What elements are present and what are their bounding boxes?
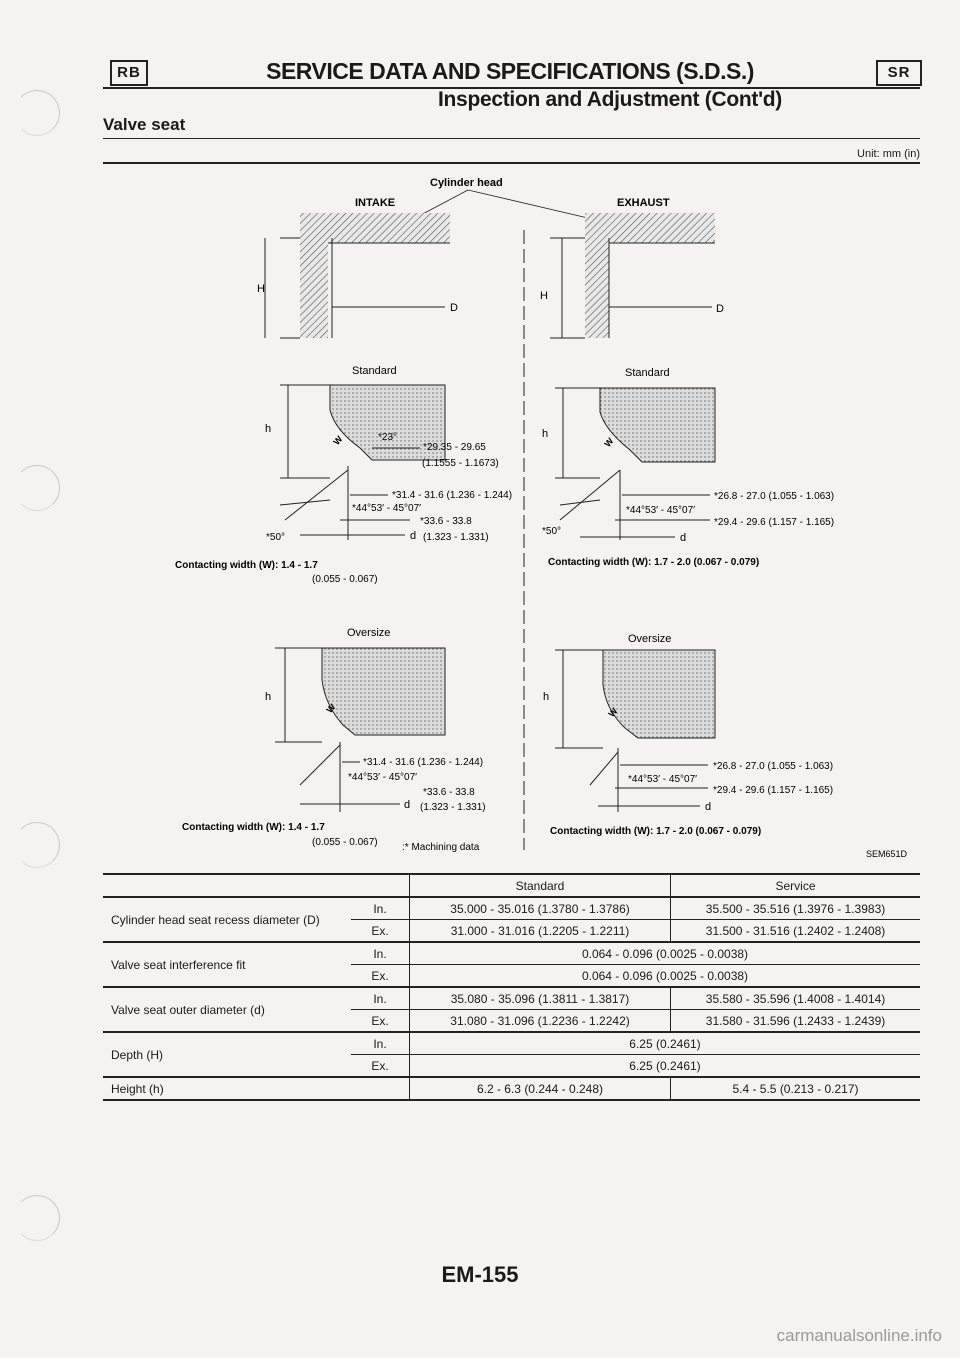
- intake-d-label: D: [450, 302, 458, 314]
- intake-over-contact-in: (0.055 - 0.067): [312, 837, 378, 848]
- intake-over-dim2: *33.6 - 33.8: [423, 787, 475, 798]
- cylinder-head-label: Cylinder head: [430, 177, 503, 189]
- machining-note: :* Machining data: [402, 842, 480, 853]
- intake-std-angle-50: *50°: [266, 532, 286, 543]
- port-in: In.: [351, 1032, 410, 1055]
- intake-oversize-label: Oversize: [347, 627, 391, 639]
- intake-std-dim3: *33.6 - 33.8: [420, 516, 472, 527]
- header-service: Service: [671, 874, 921, 897]
- binder-hole: [14, 1195, 60, 1241]
- port-in: In.: [351, 942, 410, 965]
- param-label: Height (h): [103, 1077, 410, 1100]
- table-row: [103, 897, 920, 920]
- cell: 31.000 - 31.016 (1.2205 - 1.2211): [410, 920, 671, 943]
- intake-std-contact: Contacting width (W): 1.4 - 1.7: [175, 560, 318, 571]
- table-row: [103, 942, 920, 965]
- intake-standard-label: Standard: [352, 365, 397, 377]
- intake-over-dim1: *31.4 - 31.6 (1.236 - 1.244): [363, 757, 484, 768]
- port-ex: Ex.: [351, 1010, 410, 1033]
- cell: 6.2 - 6.3 (0.244 - 0.248): [410, 1077, 671, 1100]
- intake-label: INTAKE: [355, 197, 396, 209]
- header-standard: Standard: [410, 874, 671, 897]
- intake-standard-w: W: [331, 433, 345, 447]
- port-in: In.: [351, 897, 410, 920]
- header-right-box: SR: [876, 60, 922, 86]
- intake-std-d: d: [410, 530, 417, 542]
- cell: 31.500 - 31.516 (1.2402 - 1.2408): [671, 920, 921, 943]
- cell: 35.000 - 35.016 (1.3780 - 1.3786): [410, 897, 671, 920]
- param-label: Valve seat outer diameter (d): [103, 987, 351, 1032]
- exhaust-over-contact: Contacting width (W): 1.7 - 2.0 (0.067 - 0.079): [550, 826, 762, 837]
- cell: 0.064 - 0.096 (0.0025 - 0.0038): [410, 942, 921, 965]
- intake-over-contact: Contacting width (W): 1.4 - 1.7: [182, 822, 325, 833]
- param-label: Valve seat interference fit: [103, 942, 351, 987]
- port-ex: Ex.: [351, 1055, 410, 1078]
- exhaust-h-label: H: [540, 290, 548, 302]
- exhaust-over-dim2: *29.4 - 29.6 (1.157 - 1.165): [713, 785, 834, 796]
- header-left-box: RB: [110, 60, 148, 86]
- cell: 31.080 - 31.096 (1.2236 - 1.2242): [410, 1010, 671, 1033]
- section-title: Valve seat: [103, 115, 186, 134]
- header-blank: [351, 874, 410, 897]
- cell: 5.4 - 5.5 (0.213 - 0.217): [671, 1077, 921, 1100]
- exhaust-std-dim1: *26.8 - 27.0 (1.055 - 1.063): [714, 491, 835, 502]
- cell: 6.25 (0.2461): [410, 1032, 921, 1055]
- exhaust-over-angle-45: *44°53′ - 45°07′: [628, 774, 698, 785]
- watermark: carmanualsonline.info: [776, 1326, 942, 1345]
- table-row: [103, 1032, 920, 1055]
- intake-oversize-seat: [322, 648, 445, 735]
- valve-seat-table: [103, 873, 920, 1101]
- exhaust-oversize-h: h: [543, 691, 550, 703]
- exhaust-standard-h: h: [542, 428, 549, 440]
- exhaust-std-dim2: *29.4 - 29.6 (1.157 - 1.165): [714, 517, 835, 528]
- port-ex: Ex.: [351, 965, 410, 988]
- port-in: In.: [351, 987, 410, 1010]
- cell: 35.500 - 35.516 (1.3976 - 1.3983): [671, 897, 921, 920]
- cell: 31.580 - 31.596 (1.2433 - 1.2439): [671, 1010, 921, 1033]
- exhaust-over-dim1: *26.8 - 27.0 (1.055 - 1.063): [713, 761, 834, 772]
- intake-head-wall: [300, 238, 328, 338]
- cell: 35.080 - 35.096 (1.3811 - 1.3817): [410, 987, 671, 1010]
- intake-h-label: H: [257, 283, 265, 295]
- exhaust-oversize-label: Oversize: [628, 633, 672, 645]
- param-label: Depth (H): [103, 1032, 351, 1077]
- intake-over-angle-45: *44°53′ - 45°07′: [348, 772, 418, 783]
- port-ex: Ex.: [351, 920, 410, 943]
- intake-oversize-w: W: [324, 701, 338, 715]
- intake-oversize-h: h: [265, 691, 272, 703]
- page-number: EM-155: [441, 1262, 519, 1287]
- leader-line: [468, 190, 605, 222]
- intake-std-angle-45: *44°53′ - 45°07′: [352, 503, 422, 514]
- exhaust-oversize-w: W: [606, 705, 620, 719]
- intake-std-dim2: *31.4 - 31.6 (1.236 - 1.244): [392, 490, 513, 501]
- param-label: Cylinder head seat recess diameter (D): [103, 897, 351, 942]
- intake-over-d: d: [404, 799, 411, 811]
- exhaust-std-angle-50: *50°: [542, 526, 562, 537]
- exhaust-std-contact: Contacting width (W): 1.7 - 2.0 (0.067 - 0.079): [548, 557, 760, 568]
- exhaust-oversize-seat: [603, 650, 715, 738]
- page-header-title: SERVICE DATA AND SPECIFICATIONS (S.D.S.): [266, 58, 754, 84]
- exhaust-std-d: d: [680, 532, 687, 544]
- intake-std-dim3-in: (1.323 - 1.331): [423, 532, 489, 543]
- intake-std-dim1: *29.35 - 29.65: [423, 442, 486, 453]
- intake-std-angle-23: *23°: [378, 432, 398, 443]
- header-blank: [103, 874, 351, 897]
- cell: 35.580 - 35.596 (1.4008 - 1.4014): [671, 987, 921, 1010]
- exhaust-std-angle-45: *44°53′ - 45°07′: [626, 505, 696, 516]
- intake-std-contact-in: (0.055 - 0.067): [312, 574, 378, 585]
- page-subtitle: Inspection and Adjustment (Cont'd): [438, 88, 782, 111]
- unit-label: Unit: mm (in): [857, 148, 920, 160]
- exhaust-standard-seat: [600, 388, 715, 462]
- exhaust-standard-label: Standard: [625, 367, 670, 379]
- intake-over-dim2-in: (1.323 - 1.331): [420, 802, 486, 813]
- table-row: [103, 1077, 920, 1100]
- table-row: [103, 987, 920, 1010]
- figure-ref-code: SEM651D: [866, 849, 908, 859]
- cell: 0.064 - 0.096 (0.0025 - 0.0038): [410, 965, 921, 988]
- intake-std-dim1-in: (1.1555 - 1.1673): [422, 458, 499, 469]
- exhaust-standard-w: W: [602, 435, 616, 449]
- exhaust-d-label: D: [716, 303, 724, 315]
- table-header-row: [103, 874, 920, 897]
- intake-standard-h: h: [265, 423, 272, 435]
- cell: 6.25 (0.2461): [410, 1055, 921, 1078]
- exhaust-label: EXHAUST: [617, 197, 670, 209]
- exhaust-over-d: d: [705, 801, 712, 813]
- exhaust-head-wall: [585, 238, 609, 338]
